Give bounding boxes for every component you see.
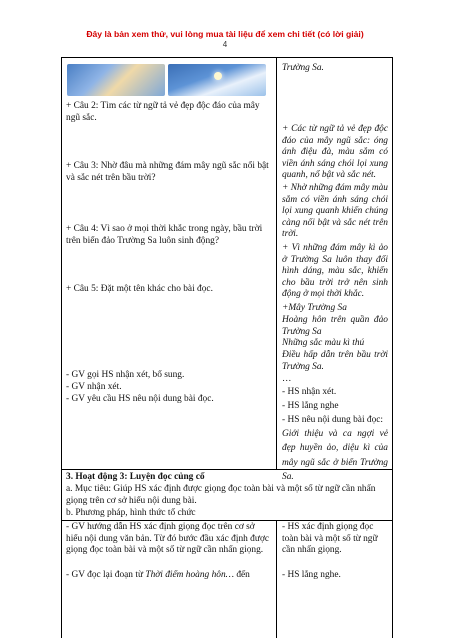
column-divider-upper xyxy=(276,58,277,469)
gv-request-content: - GV yêu cầu HS nêu nội dung bài đọc. xyxy=(66,394,214,404)
hs-content: Giới thiệu và ca ngợi vẻ đẹp huyền ảo, diệu kì của mây ngũ sắc ở biển Trường Sa. xyxy=(282,429,388,483)
illustration-images xyxy=(67,64,266,96)
gv-comment: - GV nhận xét. xyxy=(66,382,122,392)
sun-icon xyxy=(214,72,222,80)
answer-5-option-1: Hoàng hôn trên quần đảo Trường Sa xyxy=(282,315,388,337)
gv-call-hs: - GV gọi HS nhận xét, bổ sung. xyxy=(66,370,185,380)
question-4: + Câu 4: Vì sao ở mọi thời khắc trong ngày, bầu trời trên biển đảo Trường Sa luôn sinh động? xyxy=(66,224,263,246)
activity-3-objective: a. Mục tiêu: Giúp HS xác định được giọng đọc toàn bài và một số từ ngữ cần nhấn giọng trên cơ sở hiểu nội dung bài. xyxy=(66,484,376,506)
hs-listen-2: - HS lắng nghe. xyxy=(282,570,341,580)
hs-determine-voice: - HS xác định giọng đọc toàn bài và một số từ ngữ cần nhấn giọng. xyxy=(282,522,378,556)
answer-top: Trường Sa. xyxy=(282,63,324,73)
answer-5-option-2: Những sắc màu kì thú xyxy=(282,338,365,348)
hs-content-lead: - HS nêu nội dung bài đọc: xyxy=(282,415,384,425)
answer-4: + Vì những đám mây kì ảo ở Trường Sa luôn thay đổi hình dáng, màu sắc, khiến cho bầu trời trở nên sinh động ở mọi thời khắc. xyxy=(282,243,388,300)
gv-read-lead: - GV đọc lại đoạn từ xyxy=(66,570,146,580)
hs-listen: - HS lắng nghe xyxy=(282,401,339,411)
question-5: + Câu 5: Đặt một tên khác cho bài đọc. xyxy=(66,284,213,294)
hs-comment: - HS nhận xét. xyxy=(282,387,337,397)
answer-ellipsis: … xyxy=(282,374,292,384)
answer-2: + Các từ ngữ tả vẻ đẹp độc đáo của mây ngũ sắc: óng ánh điệu đà, màu sắm có viền ánh sáng chói lọi xung quanh, nổ bật và sắc nét. xyxy=(282,124,388,181)
activity-3-title: 3. Hoạt động 3: Luyện đọc củng cố xyxy=(66,472,205,482)
answer-5-title: +Mây Trường Sa xyxy=(282,303,347,313)
answer-3: + Nhờ những đám mây màu sắm có viền ánh sáng chói lọi xung quanh khiến chúng càng nổi bật và sắc nét trên trời. xyxy=(282,183,388,240)
page-number: 4 xyxy=(222,40,228,49)
gv-read-passage-name: Thời điểm hoàng hôn… xyxy=(145,570,234,580)
activity-3-method: b. Phương pháp, hình thức tổ chức xyxy=(66,508,196,518)
question-2: + Câu 2: Tìm các từ ngữ tả vẻ đẹp độc đáo của mây ngũ sắc. xyxy=(66,101,260,123)
column-divider-lower xyxy=(276,520,277,638)
row-divider-split xyxy=(62,520,392,521)
question-3: + Câu 3: Nhờ đâu mà những đám mây ngũ sắc nổi bật và sắc nét trên bầu trời? xyxy=(66,161,269,183)
sky-image-1 xyxy=(67,64,165,96)
gv-read-passage xyxy=(66,570,272,582)
gv-guide-voice: - GV hướng dẫn HS xác định giọng đọc trên cơ sở hiểu nội dung văn bản. Từ đó bước đầu xác định được giọng đọc toàn bài và một số từ ngữ cần nhấn giọng. xyxy=(66,522,270,556)
answer-5-option-3: Điều hấp dẫn trên bầu trời Trường Sa. xyxy=(282,350,388,372)
gv-read-tail: đến xyxy=(233,570,250,580)
preview-banner: Đây là bản xem thử, vui lòng mua tài liệu để xem chi tiết (có lời giải) xyxy=(86,29,364,39)
lesson-table xyxy=(61,57,393,638)
sky-image-2 xyxy=(168,64,266,96)
